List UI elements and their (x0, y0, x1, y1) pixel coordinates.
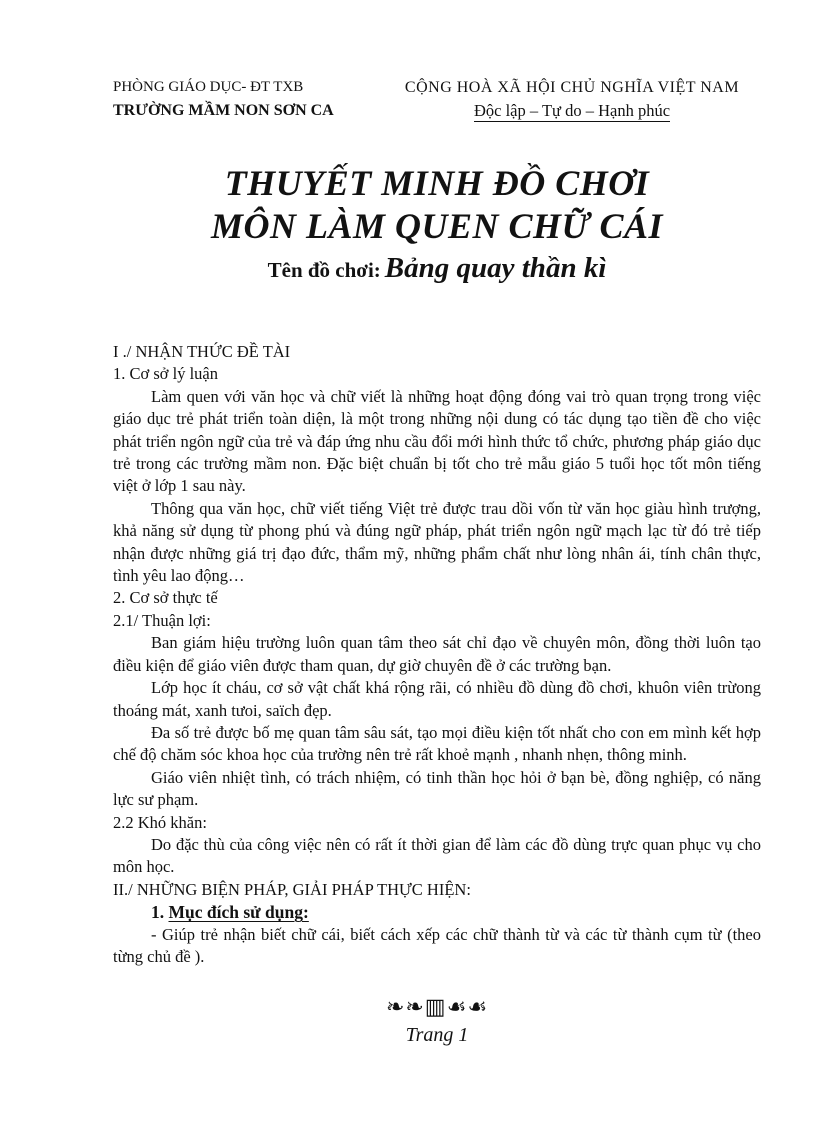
national-motto-line1: CỘNG HOÀ XÃ HỘI CHỦ NGHĨA VIỆT NAM (404, 79, 740, 96)
toy-name-value: Bảng quay thần kì (384, 252, 607, 284)
department-name: PHÒNG GIÁO DỤC- ĐT TXB (113, 79, 304, 95)
doc-block: Đa số trẻ được bố mẹ quan tâm sâu sát, tạo mọi điều kiện tốt nhất cho con em mình kết hợp chế độ chăm sóc khoa học của trường nên trẻ rất khoẻ mạnh , nhanh nhẹn, thông minh. (113, 722, 761, 765)
doc-block (151, 901, 761, 923)
doc-block: Do đặc thù của công việc nên có rất ít thời gian để làm các đồ dùng trực quan phục vụ cho môn học. (113, 834, 761, 877)
toy-name-line (113, 250, 761, 291)
doc-block: 1. Cơ sở lý luận (113, 364, 218, 384)
document-footer (113, 996, 761, 1048)
toy-name-label: Tên đồ chơi: (267, 258, 381, 282)
doc-block: - Giúp trẻ nhận biết chữ cái, biết cách xếp các chữ thành từ và các từ thành cụm từ (theo từng chủ đề ). (113, 924, 761, 966)
doc-block: Giáo viên nhiệt tình, có trách nhiệm, có tinh thần học hỏi ở bạn bè, đồng nghiệp, có năng lực sư phạm. (113, 767, 761, 810)
doc-block: 2.2 Khó khăn: (113, 812, 207, 832)
header-left-block (113, 76, 363, 122)
title-line-1: THUYẾT MINH ĐỒ CHƠI (224, 163, 650, 203)
doc-block: II./ NHỮNG BIỆN PHÁP, GIẢI PHÁP THỰC HIỆN: (113, 879, 471, 899)
school-name: TRƯỜNG MẦM NON SƠN CA (113, 102, 334, 119)
list-number: 1. (151, 902, 169, 923)
doc-block: 2.1/ Thuận lợi: (113, 610, 211, 630)
list-heading-text: Mục đích sử dụng: (168, 902, 309, 923)
doc-block: Thông qua văn học, chữ viết tiếng Việt trẻ được trau dồi vốn từ văn học giàu hình trượng, khả năng sử dụng từ phong phú và đúng ngữ pháp, phát triển ngôn ngữ mạch lạc từ đó trẻ tiếp nhận được những giá trị đạo đức, thẩm mỹ, những phẩm chất như lòng nhân ái, tính chân thực, tình yêu lao động… (113, 498, 761, 586)
title-line-2: MÔN LÀM QUEN CHỮ CÁI (211, 206, 663, 246)
document-title-block (113, 162, 761, 291)
document-body (113, 341, 761, 968)
doc-block: I ./ NHẬN THỨC ĐỀ TÀI (113, 342, 291, 361)
document-header (113, 76, 761, 122)
doc-block: 2. Cơ sở thực tế (113, 588, 218, 608)
header-right-block (383, 76, 761, 122)
footer-ornament-icon: ❧❧▥☙☙ (385, 995, 489, 1021)
national-motto-line2: Độc lập – Tự do – Hạnh phúc (473, 101, 671, 120)
page-number: Trang 1 (405, 1024, 469, 1047)
doc-block: Ban giám hiệu trường luôn quan tâm theo sát chỉ đạo về chuyên môn, đồng thời luôn tạo điều kiện để giáo viên được tham quan, dự giờ chuyên đề ở các trường bạn. (113, 633, 761, 675)
doc-block: Lớp học ít cháu, cơ sở vật chất khá rộng rãi, có nhiều đồ dùng đồ chơi, khuôn viên trừong thoáng mát, xanh tưoi, saïch đẹp. (113, 678, 761, 720)
doc-block: Làm quen với văn học và chữ viết là những hoạt động đóng vai trò quan trọng trong việc giáo dục trẻ phát triển toàn diện, là một trong những nội dung có tác dụng tạo tiền đề cho việc phát triển ngôn ngữ của trẻ và đáp ứng nhu cầu đổi mới hình thức tổ chức, phương pháp giáo dục trẻ trong các trường mầm non. Đặc biệt chuẩn bị tốt cho trẻ mẫu giáo 5 tuổi học tốt môn tiếng việt ở lớp 1 sau này. (113, 386, 761, 496)
